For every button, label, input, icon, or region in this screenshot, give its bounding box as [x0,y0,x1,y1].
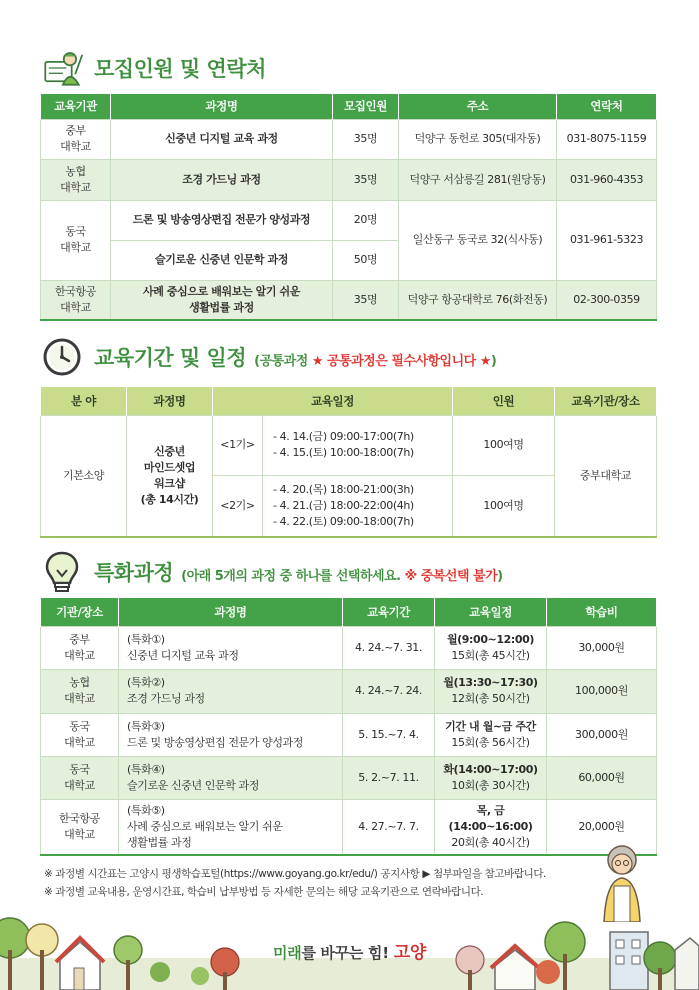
place-cell: 중부대학교 [555,415,657,537]
subtitle-text: ) [490,354,497,369]
special-course-table [40,598,657,856]
schedule-main: 월(13:30~17:30) [443,676,538,690]
teacher-icon [40,48,84,88]
recruitment-table [40,94,657,321]
schedule-cell [435,756,547,799]
subtitle-text: ) [497,569,503,584]
phone-cell: 031-960-4353 [557,159,657,200]
schedule-main: 기간 내 월~금 주간 [445,719,536,733]
phone-cell: 031-961-5323 [557,200,657,280]
course-cell: 슬기로운 신중년 인문학 과정 [111,240,333,280]
schedule-cell [435,626,547,669]
institution-cell: 중부 대학교 [41,119,111,159]
table-row [41,119,657,159]
address-cell: 덕양구 동헌로 305(대자동) [399,119,557,159]
course-cell: 드론 및 방송영상편집 전문가 양성과정 [111,200,333,240]
address-cell: 일산동구 동국로 32(식사동) [399,200,557,280]
slogan-text: 를 바꾸는 힘! [301,944,394,962]
count-cell: 35명 [333,119,399,159]
column-header: 교육기간 [343,598,435,626]
count-cell: 100여명 [453,415,555,475]
schedule-sub: 12회(총 50시간) [451,692,530,705]
column-header: 분 야 [41,387,127,415]
course-cell: (특화③) 드론 및 방송영상편집 전문가 양성과정 [119,713,343,756]
schedule-cell [435,713,547,756]
field-cell: 기본소양 [41,415,127,537]
section2-heading [40,337,496,377]
column-header: 과정명 [111,94,333,119]
phone-cell: 02-300-0359 [557,280,657,320]
section3-subtitle [181,565,502,584]
schedule-sub: 15회(총 56시간) [451,735,530,749]
column-header: 교육일정 [213,387,453,415]
section3-title: 특화과정 [94,561,174,585]
schedule-main: 목, 금(14:00~16:00) [448,803,533,833]
fee-cell: 300,000원 [547,713,657,756]
period-cell: 5. 15.~7. 4. [343,713,435,756]
subtitle-text: (아래 5개의 과정 중 하나를 선택하세요. [181,569,405,584]
section2-title: 교육기간 및 일정 [94,346,247,370]
section3-heading [40,552,503,592]
column-header: 인원 [453,387,555,415]
schedule-table [40,387,657,538]
institution-cell: 한국항공 대학교 [41,799,119,855]
course-cell: 신중년 디지털 교육 과정 [111,119,333,159]
schedule-sub: 10회(총 30시간) [451,778,530,792]
schedule-cell: - 4. 14.(금) 09:00-17:00(7h) - 4. 15.(토) 10:00-18:00(7h) [263,415,453,475]
column-header: 기관/장소 [41,598,119,626]
table-row [41,799,657,855]
section1-title: 모집인원 및 연락처 [94,57,266,81]
course-cell: (특화④) 슬기로운 신중년 인문학 과정 [119,756,343,799]
note-timetable: ※ 과정별 시간표는 고양시 평생학습포털(https://www.goyang.go.kr/edu/) 공지사항 ▶ 첨부파일을 참고바랍니다. [44,868,546,880]
institution-cell: 동국 대학교 [41,713,119,756]
count-cell: 35명 [333,159,399,200]
course-cell: (특화②) 조경 가드닝 과정 [119,669,343,713]
schedule-sub: 15회(총 45시간) [451,648,530,662]
fee-cell: 100,000원 [547,669,657,713]
address-cell: 덕양구 서삼릉길 281(원당동) [399,159,557,200]
schedule-sub: 20회(총 40시간) [451,835,530,849]
institution-cell: 농협 대학교 [41,669,119,713]
schedule-cell [435,799,547,855]
town-illustration [0,880,699,990]
institution-cell: 한국항공 대학교 [41,280,111,320]
table-header [41,94,657,119]
table-row [41,669,657,713]
column-header: 학습비 [547,598,657,626]
address-cell: 덕양구 항공대학로 76(화전동) [399,280,557,320]
period-cell: 5. 2.~7. 11. [343,756,435,799]
table-row [41,756,657,799]
course-cell: (특화①) 신중년 디지털 교육 과정 [119,626,343,669]
fee-cell: 60,000원 [547,756,657,799]
institution-cell: 농협 대학교 [41,159,111,200]
column-header: 과정명 [127,387,213,415]
schedule-main: 월(9:00~12:00) [446,632,535,646]
institution-cell: 동국 대학교 [41,200,111,280]
column-header: 교육기관/장소 [555,387,657,415]
institution-cell: 중부 대학교 [41,626,119,669]
institution-cell: 동국 대학교 [41,756,119,799]
column-header: 주소 [399,94,557,119]
course-cell: 사례 중심으로 배워보는 알기 쉬운 생활법률 과정 [111,280,333,320]
count-cell: 35명 [333,280,399,320]
schedule-cell: - 4. 20.(목) 18:00-21:00(3h) - 4. 21.(금) 18:00-22:00(4h) - 4. 22.(토) 09:00-18:00(7h) [263,475,453,537]
table-row [41,159,657,200]
table-header [41,598,657,626]
clock-icon [40,337,84,377]
count-cell: 50명 [333,240,399,280]
session-label: <1기> [213,415,263,475]
footer-slogan [0,938,699,963]
column-header: 교육기관 [41,94,111,119]
period-cell: 4. 24.~7. 24. [343,669,435,713]
city-brand: 고양 [393,943,426,963]
table-row [41,280,657,320]
session-label: <2기> [213,475,263,537]
count-cell: 100여명 [453,475,555,537]
subtitle-highlight: ★ 공통과정은 필수사항입니다 ★ [311,354,491,369]
course-cell: 신중년 마인드셋업 워크샵 (총 14시간) [127,415,213,537]
column-header: 과정명 [119,598,343,626]
note-inquiry: ※ 과정별 교육내용, 운영시간표, 학습비 납부방법 등 자세한 문의는 해당 교육기관으로 연락바랍니다. [44,886,484,898]
column-header: 연락처 [557,94,657,119]
period-cell: 4. 27.~7. 7. [343,799,435,855]
table-row [41,626,657,669]
lightbulb-icon [40,552,84,592]
period-cell: 4. 24.~7. 31. [343,626,435,669]
fee-cell: 30,000원 [547,626,657,669]
subtitle-text: (공통과정 [254,354,312,369]
column-header: 교육일정 [435,598,547,626]
course-cell: (특화⑤) 사례 중심으로 배워보는 알기 쉬운 생활법률 과정 [119,799,343,855]
table-row [41,200,657,240]
section1-heading [40,48,266,88]
table-row [41,415,657,475]
column-header: 모집인원 [333,94,399,119]
fee-cell: 20,000원 [547,799,657,855]
count-cell: 20명 [333,200,399,240]
schedule-cell [435,669,547,713]
table-header [41,387,657,415]
schedule-main: 화(14:00~17:00) [443,762,538,776]
slogan-accent: 미래 [273,944,302,962]
section2-subtitle [254,350,496,369]
course-cell: 조경 가드닝 과정 [111,159,333,200]
phone-cell: 031-8075-1159 [557,119,657,159]
table-row [41,713,657,756]
subtitle-highlight: ※ 중복선택 불가 [404,569,498,584]
